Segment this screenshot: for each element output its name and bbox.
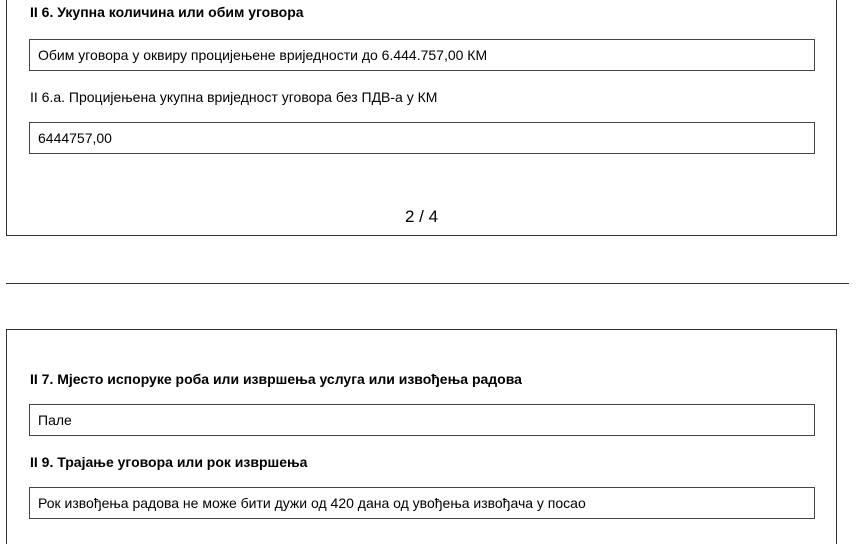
section-ii6a-label: II 6.а. Процијењена укупна вриједност уговора без ПДВ-а у КМ [30, 89, 438, 105]
section-ii9-heading: II 9. Трајање уговора или рок извршења [30, 454, 308, 470]
delivery-location-field: Пале [29, 404, 815, 436]
estimated-value-field: 6444757,00 [29, 122, 815, 154]
document-page-3 [6, 329, 837, 544]
page-separator [6, 283, 849, 284]
contract-duration-field: Рок извођења радова не може бити дужи од 420 дана од увођења извођача у посао [29, 487, 815, 519]
page-number: 2 / 4 [404, 207, 439, 226]
document-page-2 [6, 0, 837, 236]
contract-volume-field: Обим уговора у оквиру процијењене вриједности до 6.444.757,00 КМ [29, 39, 815, 71]
section-ii6-heading: II 6. Укупна количина или обим уговора [30, 4, 304, 20]
section-ii7-heading: II 7. Мјесто испоруке роба или извршења услуга или извођења радова [30, 371, 522, 387]
